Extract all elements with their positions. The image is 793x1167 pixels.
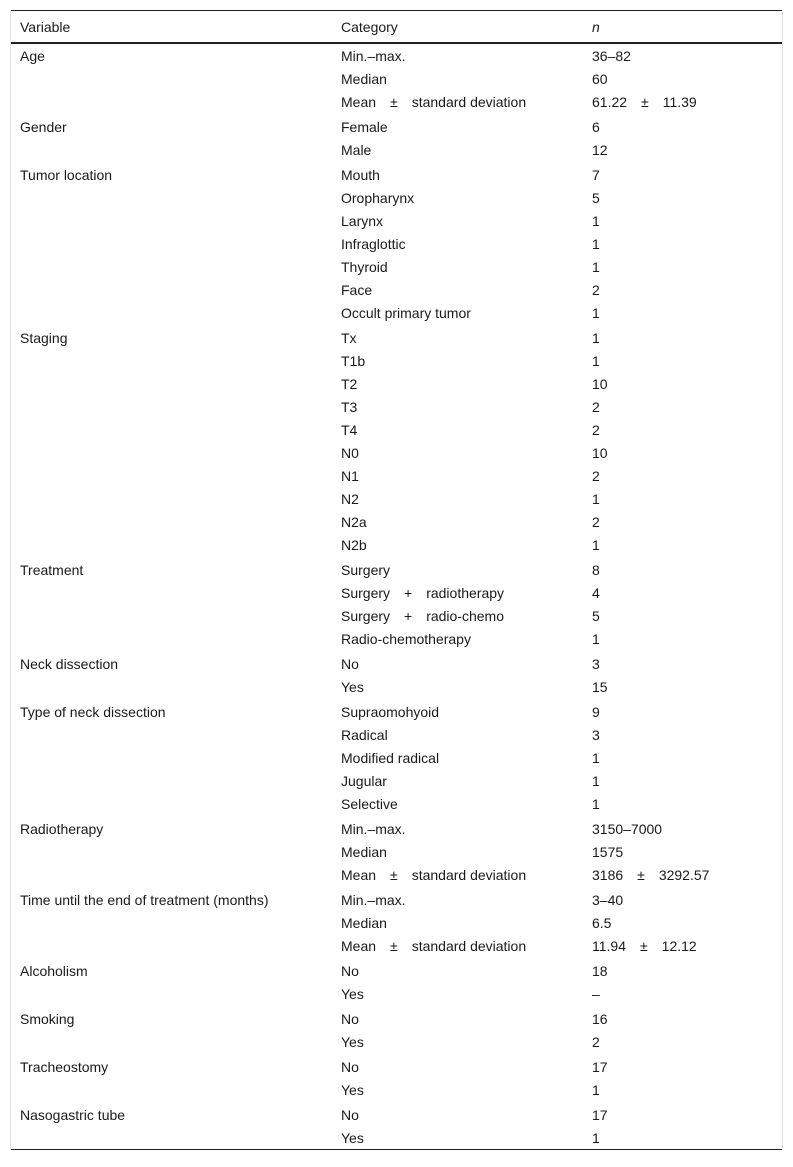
table-row	[11, 395, 782, 418]
cell-category: Oropharynx	[341, 189, 415, 206]
table-row	[11, 723, 782, 746]
cell-variable	[11, 746, 332, 769]
cell-n: 1	[592, 772, 600, 789]
cell-category: Mean ± standard deviation	[341, 937, 527, 954]
table-row	[11, 1053, 782, 1078]
cell-n: 1	[592, 212, 600, 229]
table-row	[11, 113, 782, 138]
cell-variable	[11, 138, 332, 161]
table-row	[11, 487, 782, 510]
cell-variable	[11, 441, 332, 464]
header-n: n	[592, 18, 600, 35]
cell-variable	[11, 863, 332, 886]
cell-variable	[11, 395, 332, 418]
cell-n: 3	[592, 655, 600, 672]
cell-n: 3–40	[592, 891, 624, 908]
cell-n: 1	[592, 490, 600, 507]
table-row	[11, 510, 782, 533]
cell-variable	[11, 792, 332, 815]
cell-n: 3186 ± 3292.57	[592, 866, 710, 883]
cell-n: 1	[592, 329, 600, 346]
cell-n: 6.5	[592, 914, 612, 931]
table-row	[11, 1126, 782, 1150]
table-row	[11, 372, 782, 395]
cell-variable	[11, 934, 332, 957]
table-row	[11, 957, 782, 982]
table-row	[11, 90, 782, 113]
table-row	[11, 1078, 782, 1101]
table-row	[11, 769, 782, 792]
cell-variable: Tumor location	[20, 166, 113, 183]
cell-variable: Treatment	[20, 561, 84, 578]
cell-n: –	[592, 985, 600, 1002]
cell-category: Yes	[341, 678, 364, 695]
cell-variable	[11, 581, 332, 604]
cell-variable	[11, 67, 332, 90]
cell-variable	[11, 232, 332, 255]
cell-variable	[11, 255, 332, 278]
cell-variable	[11, 186, 332, 209]
cell-n: 1	[592, 795, 600, 812]
cell-variable	[11, 90, 332, 113]
table-row	[11, 418, 782, 441]
cell-n: 4	[592, 584, 600, 601]
cell-category: Yes	[341, 985, 364, 1002]
cell-variable: Time until the end of treatment (months)	[20, 891, 269, 908]
cell-category: Mouth	[341, 166, 380, 183]
table-row	[11, 863, 782, 886]
table-row	[11, 301, 782, 324]
cell-n: 5	[592, 607, 600, 624]
cell-variable	[11, 278, 332, 301]
cell-variable	[11, 723, 332, 746]
cell-variable	[11, 675, 332, 698]
cell-n: 1	[592, 536, 600, 553]
data-table-container	[10, 10, 783, 1150]
table-row	[11, 43, 782, 67]
cell-variable: Smoking	[20, 1010, 75, 1027]
cell-category: Radio-chemotherapy	[341, 630, 471, 647]
table-row	[11, 604, 782, 627]
cell-n: 1	[592, 749, 600, 766]
table-row	[11, 746, 782, 769]
cell-n: 17	[592, 1058, 608, 1075]
cell-n: 1	[592, 304, 600, 321]
cell-category: Min.–max.	[341, 47, 406, 64]
table-row	[11, 278, 782, 301]
cell-variable	[11, 301, 332, 324]
cell-n: 11.94 ± 12.12	[592, 937, 697, 954]
cell-category: N2	[341, 490, 359, 507]
cell-category: N2a	[341, 513, 367, 530]
cell-category: Female	[341, 118, 388, 135]
header-category: Category	[341, 18, 398, 35]
table-row	[11, 533, 782, 556]
cell-n: 36–82	[592, 47, 631, 64]
cell-n: 1	[592, 1081, 600, 1098]
table-row	[11, 627, 782, 650]
cell-variable: Neck dissection	[20, 655, 119, 672]
cell-n: 9	[592, 703, 600, 720]
cell-category: Median	[341, 914, 387, 931]
cell-variable	[11, 840, 332, 863]
cell-n: 1	[592, 1129, 600, 1146]
cell-category: N0	[341, 444, 359, 461]
cell-n: 16	[592, 1010, 608, 1027]
cell-variable: Alcoholism	[20, 962, 88, 979]
cell-category: Surgery	[341, 561, 391, 578]
cell-n: 2	[592, 281, 600, 298]
table-row	[11, 464, 782, 487]
table-row	[11, 934, 782, 957]
table-row	[11, 815, 782, 840]
cell-category: Surgery + radio-chemo	[341, 607, 505, 624]
cell-category: N2b	[341, 536, 367, 553]
table-row	[11, 255, 782, 278]
cell-variable: Gender	[20, 118, 67, 135]
header-variable: Variable	[20, 18, 71, 35]
cell-n: 1	[592, 258, 600, 275]
cell-n: 5	[592, 189, 600, 206]
cell-n: 8	[592, 561, 600, 578]
cell-variable	[11, 911, 332, 934]
cell-n: 2	[592, 421, 600, 438]
cell-n: 15	[592, 678, 608, 695]
table-row	[11, 138, 782, 161]
cell-n: 10	[592, 444, 608, 461]
cell-category: Mean ± standard deviation	[341, 93, 527, 110]
table-row	[11, 556, 782, 581]
table-row	[11, 232, 782, 255]
cell-n: 18	[592, 962, 608, 979]
cell-category: No	[341, 1058, 359, 1075]
cell-category: Modified radical	[341, 749, 440, 766]
cell-n: 3	[592, 726, 600, 743]
cell-category: Median	[341, 843, 387, 860]
table-row	[11, 1005, 782, 1030]
cell-variable	[11, 604, 332, 627]
cell-category: No	[341, 655, 359, 672]
cell-variable	[11, 1126, 332, 1150]
cell-variable: Type of neck dissection	[20, 703, 166, 720]
cell-variable	[11, 1030, 332, 1053]
table-row	[11, 792, 782, 815]
cell-category: T4	[341, 421, 358, 438]
cell-category: Yes	[341, 1081, 364, 1098]
table-row	[11, 1101, 782, 1126]
cell-category: Median	[341, 70, 387, 87]
cell-n: 2	[592, 513, 600, 530]
cell-variable	[11, 627, 332, 650]
cell-variable: Radiotherapy	[20, 820, 104, 837]
cell-variable	[11, 769, 332, 792]
cell-category: Radical	[341, 726, 388, 743]
cell-variable: Staging	[20, 329, 68, 346]
table-header-row	[11, 11, 782, 44]
cell-category: No	[341, 962, 359, 979]
cell-n: 17	[592, 1106, 608, 1123]
cell-n: 12	[592, 141, 608, 158]
cell-category: Selective	[341, 795, 398, 812]
cell-n: 7	[592, 166, 600, 183]
table-row	[11, 982, 782, 1005]
cell-category: Mean ± standard deviation	[341, 866, 527, 883]
cell-category: No	[341, 1010, 359, 1027]
cell-category: Tx	[341, 329, 357, 346]
cell-category: Thyroid	[341, 258, 388, 275]
cell-variable	[11, 510, 332, 533]
cell-category: Min.–max.	[341, 820, 406, 837]
cell-variable	[11, 209, 332, 232]
table-row	[11, 349, 782, 372]
cell-n: 2	[592, 1033, 600, 1050]
cell-category: Supraomohyoid	[341, 703, 440, 720]
table-row	[11, 581, 782, 604]
cell-variable	[11, 349, 332, 372]
cell-variable: Nasogastric tube	[20, 1106, 126, 1123]
cell-category: Face	[341, 281, 373, 298]
cell-n: 2	[592, 398, 600, 415]
cell-n: 1	[592, 235, 600, 252]
cell-variable	[11, 464, 332, 487]
cell-category: Larynx	[341, 212, 384, 229]
table-row	[11, 1030, 782, 1053]
cell-variable	[11, 487, 332, 510]
table-row	[11, 911, 782, 934]
cell-category: N1	[341, 467, 359, 484]
cell-category: No	[341, 1106, 359, 1123]
table-row	[11, 840, 782, 863]
cell-category: Surgery + radiotherapy	[341, 584, 505, 601]
cell-n: 2	[592, 467, 600, 484]
cell-category: Infraglottic	[341, 235, 406, 252]
cell-n: 1	[592, 630, 600, 647]
cell-variable	[11, 982, 332, 1005]
cell-n: 1	[592, 352, 600, 369]
table-row	[11, 161, 782, 186]
cell-category: Male	[341, 141, 372, 158]
cell-n: 60	[592, 70, 608, 87]
table-row	[11, 186, 782, 209]
cell-category: T1b	[341, 352, 366, 369]
table-body	[11, 43, 782, 1150]
table-row	[11, 441, 782, 464]
cell-variable: Tracheostomy	[20, 1058, 109, 1075]
cell-category: Yes	[341, 1129, 364, 1146]
table-row	[11, 886, 782, 911]
table-row	[11, 698, 782, 723]
cell-variable	[11, 533, 332, 556]
cell-category: Min.–max.	[341, 891, 406, 908]
cell-variable: Age	[20, 47, 45, 64]
cell-n: 61.22 ± 11.39	[592, 93, 697, 110]
cell-variable	[11, 1078, 332, 1101]
cell-category: Occult primary tumor	[341, 304, 471, 321]
cell-n: 3150–7000	[592, 820, 663, 837]
cell-variable	[11, 372, 332, 395]
cell-category: Jugular	[341, 772, 387, 789]
cell-n: 10	[592, 375, 608, 392]
table-row	[11, 67, 782, 90]
table-row	[11, 675, 782, 698]
patient-characteristics-table	[11, 10, 782, 1150]
cell-n: 6	[592, 118, 600, 135]
table-row	[11, 650, 782, 675]
table-row	[11, 209, 782, 232]
cell-category: T3	[341, 398, 358, 415]
cell-n: 1575	[592, 843, 624, 860]
table-row	[11, 324, 782, 349]
cell-variable	[11, 418, 332, 441]
cell-category: T2	[341, 375, 358, 392]
cell-category: Yes	[341, 1033, 364, 1050]
